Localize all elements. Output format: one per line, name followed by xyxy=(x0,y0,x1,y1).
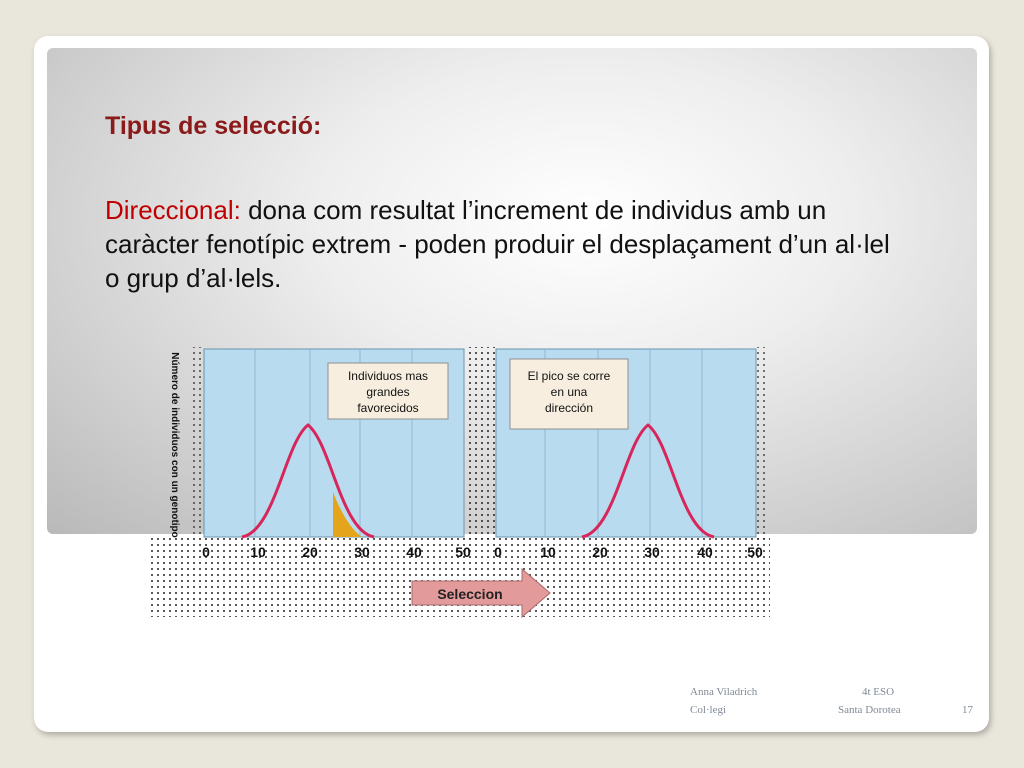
callout-left-line-1: Individuos mas xyxy=(347,369,429,383)
x-tick-right-20: 20 xyxy=(592,544,608,560)
footer-school: Santa Dorotea xyxy=(838,704,901,716)
footer-school-prefix: Col·legi xyxy=(690,704,727,716)
footer-author: Anna Viladrich xyxy=(690,686,758,698)
term-label: Direccional xyxy=(105,195,234,225)
x-tick-left-30: 30 xyxy=(354,544,370,560)
callout-right-line-1: El pico se corre xyxy=(527,369,611,383)
y-axis-label: Número de individuos con un genotipo xyxy=(169,352,180,538)
callout-right-line-2: en una xyxy=(550,385,588,399)
slide-heading: Tipus de selecció: xyxy=(105,112,322,140)
footer-course: 4t ESO xyxy=(862,686,895,698)
callout-left-line-3: favorecidos xyxy=(357,401,419,415)
definition-text: dona com resultat l’increment de individus amb un caràcter fenotípic extrem - poden produir el desplaçament d’un al·lel o grup d’al·lels. xyxy=(105,195,890,293)
dotted-strip-left xyxy=(190,347,204,537)
x-tick-right-40: 40 xyxy=(697,544,713,560)
x-tick-left-10: 10 xyxy=(250,544,266,560)
page-number: 17 xyxy=(962,704,973,716)
term-separator: : xyxy=(233,195,241,225)
dotted-strip-middle xyxy=(468,347,496,539)
x-tick-right-0: 0 xyxy=(494,544,502,560)
x-tick-left-40: 40 xyxy=(406,544,422,560)
dotted-strip-right xyxy=(756,347,768,539)
panel-after-selection xyxy=(496,349,756,537)
panel-before-selection xyxy=(204,349,464,537)
callout-left-line-2: grandes xyxy=(366,385,410,399)
x-tick-right-30: 30 xyxy=(644,544,660,560)
callout-right-line-3: dirección xyxy=(544,401,594,415)
x-tick-left-20: 20 xyxy=(302,544,318,560)
x-tick-left-0: 0 xyxy=(202,544,210,560)
x-tick-right-50: 50 xyxy=(747,544,763,560)
selection-figure xyxy=(150,345,775,625)
x-tick-left-50: 50 xyxy=(455,544,471,560)
x-tick-right-10: 10 xyxy=(540,544,556,560)
arrow-label: Seleccion xyxy=(437,586,503,602)
definition-paragraph xyxy=(105,193,895,295)
